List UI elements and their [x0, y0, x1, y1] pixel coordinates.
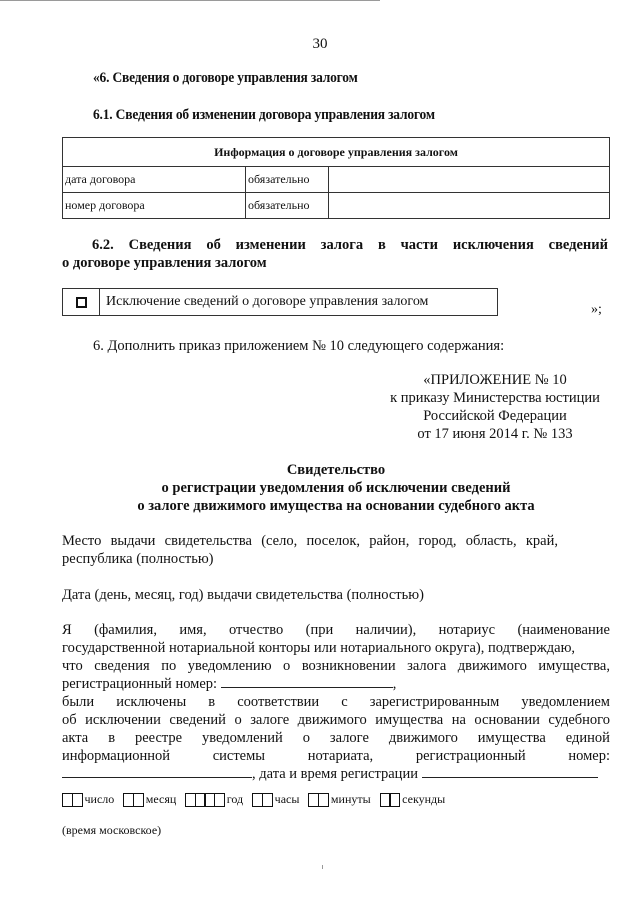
word: 6.2.: [92, 237, 114, 253]
date-of-issue: Дата (день, месяц, год) выдачи свидетельства (полностью): [62, 587, 424, 603]
word: изменении: [235, 237, 306, 253]
field-name: номер договора: [63, 193, 246, 219]
word: поселок,: [306, 533, 361, 549]
word: о: [302, 730, 310, 746]
word: зарегистрированным: [369, 694, 500, 710]
word: системы: [212, 748, 266, 764]
certificate-title-line: о регистрации уведомления об исключении сведений: [161, 480, 511, 496]
word: сведений: [548, 237, 608, 253]
word: (наименование: [517, 622, 610, 638]
word: уведомлению: [187, 658, 272, 674]
word: с: [341, 694, 348, 710]
certificate-title: [62, 461, 610, 515]
section-6-2-heading: [62, 236, 608, 272]
word: отчество: [228, 622, 284, 638]
word: уведомлений: [202, 730, 283, 746]
word: о: [283, 658, 291, 674]
contract-date-value[interactable]: [329, 167, 610, 193]
word: о: [234, 712, 242, 728]
word: на: [451, 712, 466, 728]
word: информационной: [62, 748, 171, 764]
field-name: дата договора: [63, 167, 246, 193]
table-header-row: [63, 138, 610, 167]
word: выдачи: [110, 533, 156, 549]
requirement: обязательно: [246, 167, 329, 193]
notary-line3: [62, 657, 610, 675]
word: имущества,: [538, 658, 610, 674]
table-header: Информация о договоре управления залогом: [63, 138, 610, 167]
word: залоге: [250, 712, 290, 728]
word: имущества: [477, 730, 546, 746]
closing-quote: »;: [591, 302, 602, 317]
word: имущества: [375, 712, 444, 728]
contract-number-value[interactable]: [329, 193, 610, 219]
word: залога: [320, 237, 364, 253]
requirement: обязательно: [246, 193, 329, 219]
notary-line5: [62, 693, 610, 711]
section-6-2-heading-line1: [62, 236, 608, 254]
word: город,: [418, 533, 457, 549]
scan-speck: [322, 865, 323, 869]
word: край,: [525, 533, 558, 549]
contract-info-table: [62, 137, 610, 219]
word: движимого: [457, 658, 527, 674]
place-line2: республика (полностью): [62, 551, 214, 567]
punct: ,: [392, 676, 397, 692]
place-of-issue: [62, 532, 610, 568]
appendix-line: от 17 июня 2014 г. № 133: [417, 426, 573, 442]
word: район,: [369, 533, 410, 549]
word: судебного: [548, 712, 610, 728]
scan-edge-line: [0, 0, 380, 1]
appendix-header: [380, 371, 610, 443]
day-boxes[interactable]: [62, 793, 83, 807]
checkbox-cell[interactable]: [63, 289, 100, 315]
word: имя,: [179, 622, 207, 638]
notary-line8: [62, 747, 610, 765]
section-6-2-heading-line2: о договоре управления залогом: [62, 255, 267, 271]
table-row: [63, 167, 610, 193]
notary-line9: [62, 765, 610, 783]
word: Я: [62, 622, 72, 638]
section-6-1-heading: 6.1. Сведения об изменении договора управления залогом: [93, 107, 435, 123]
word: регистрационный: [415, 748, 526, 764]
seconds-label: секунды: [402, 792, 446, 806]
reg-number-label: регистрационный номер:: [62, 676, 218, 692]
word: исключении: [85, 712, 161, 728]
word: единой: [565, 730, 610, 746]
word: исключены: [116, 694, 187, 710]
notary-line7: [62, 729, 610, 747]
notary-line6: [62, 711, 610, 729]
page-number: 30: [312, 36, 328, 52]
word: (фамилия,: [94, 622, 157, 638]
word: номер:: [568, 748, 610, 764]
month-boxes[interactable]: [123, 793, 144, 807]
final-reg-number-blank[interactable]: [62, 765, 252, 778]
word: части: [400, 237, 438, 253]
notary-line2: государственной нотариальной конторы или нотариального округа), подтверждаю,: [62, 640, 576, 656]
word: реестре: [134, 730, 183, 746]
word: об: [62, 712, 77, 728]
year-boxes[interactable]: [185, 793, 225, 807]
word: исключения: [452, 237, 534, 253]
word: область,: [465, 533, 517, 549]
word: залога: [407, 658, 447, 674]
day-label: число: [84, 792, 115, 806]
section-6-heading: «6. Сведения о договоре управления залогом: [93, 70, 358, 86]
word: (село,: [261, 533, 298, 549]
word: в: [377, 237, 386, 253]
place-line1: [62, 532, 558, 550]
reg-datetime-label: , дата и время регистрации: [252, 766, 418, 782]
certificate-title-line: Свидетельство: [286, 462, 386, 478]
notary-line1: [62, 621, 610, 639]
word: нотариус: [438, 622, 496, 638]
word: залоге: [329, 730, 369, 746]
word: сведения: [94, 658, 150, 674]
word: сведений: [169, 712, 226, 728]
certificate-title-line: о залоге движимого имущества на основании судебного акта: [137, 498, 535, 514]
word: свидетельства: [164, 533, 252, 549]
word: возникновении: [301, 658, 396, 674]
table-row: [63, 193, 610, 219]
word: нотариата,: [307, 748, 374, 764]
word: по: [161, 658, 177, 674]
word: Сведения: [128, 237, 192, 253]
checkbox-label: Исключение сведений о договоре управления залогом: [106, 294, 429, 309]
reg-datetime-blank[interactable]: [422, 765, 598, 778]
word: что: [62, 658, 83, 674]
word: были: [62, 694, 95, 710]
item-6-paragraph: 6. Дополнить приказ приложением № 10 следующего содержания:: [93, 338, 505, 354]
minutes-boxes[interactable]: [308, 793, 329, 807]
word: соответствии: [237, 694, 320, 710]
hours-boxes[interactable]: [252, 793, 273, 807]
minutes-label: минуты: [330, 792, 371, 806]
notary-line4: [62, 675, 610, 693]
word: уведомлением: [521, 694, 610, 710]
word: акта: [62, 730, 89, 746]
checkbox[interactable]: [76, 297, 87, 308]
appendix-line: «ПРИЛОЖЕНИЕ № 10: [423, 372, 567, 388]
word: Место: [62, 533, 102, 549]
reg-number-blank[interactable]: [221, 675, 393, 688]
word: движимого: [297, 712, 367, 728]
month-label: месяц: [145, 792, 177, 806]
timezone-note: (время московское): [62, 823, 162, 837]
notary-statement: [62, 621, 610, 783]
word: (при: [305, 622, 334, 638]
word: основании: [474, 712, 540, 728]
word: движимого: [388, 730, 458, 746]
appendix-line: к приказу Министерства юстиции: [390, 390, 600, 406]
year-label: год: [226, 792, 244, 806]
word: наличии),: [355, 622, 417, 638]
word: в: [108, 730, 116, 746]
word: в: [208, 694, 216, 710]
appendix-line: Российской Федерации: [423, 408, 567, 424]
exclusion-checkbox-row[interactable]: [62, 288, 498, 316]
datetime-fields: [62, 792, 454, 807]
word: об: [206, 237, 221, 253]
hours-label: часы: [274, 792, 300, 806]
seconds-boxes[interactable]: [380, 793, 401, 807]
